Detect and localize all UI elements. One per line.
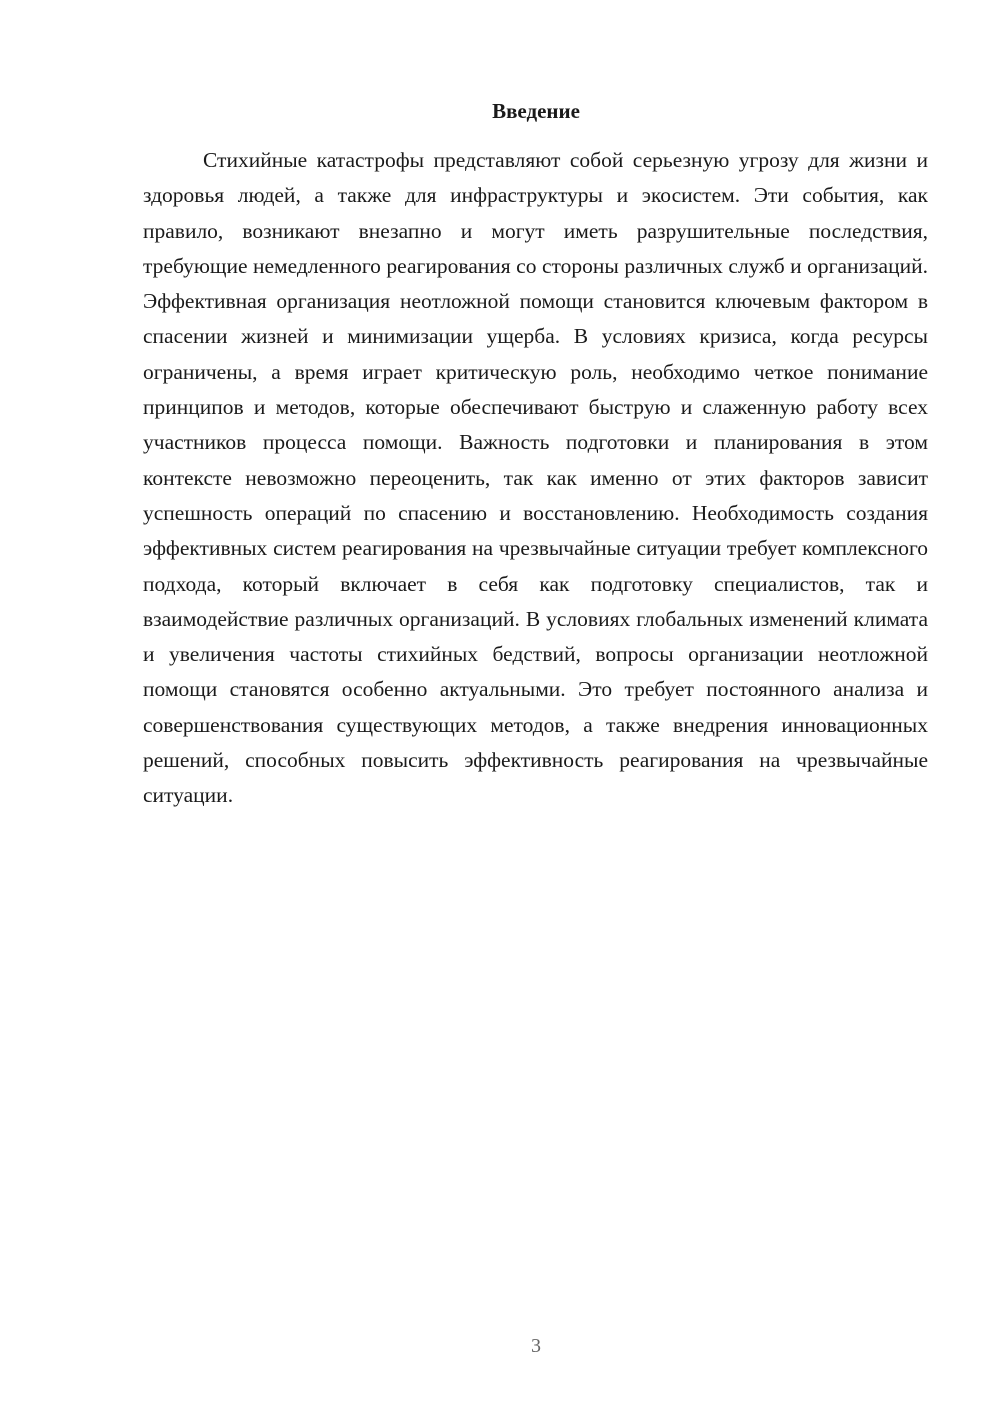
page-number: 3 <box>531 1335 541 1357</box>
body-paragraph: Стихийные катастрофы представляют собой серьезную угрозу для жизни и здоровья людей, а также для инфраструктуры и экосистем. Эти события, как правило, возникают внезапно и могут иметь разрушительные последствия, требующие немедленного реагирования со стороны различных служб и организаций. Эффективная организация неотложной помощи становится ключевым фактором в спасении жизней и минимизации ущерба. В условиях кризиса, когда ресурсы ограничены, а время играет критическую роль, необходимо четкое понимание принципов и методов, которые обеспечивают быструю и слаженную работу всех участников процесса помощи. Важность подготовки и планирования в этом контексте невозможно переоценить, так как именно от этих факторов зависит успешность операций по спасению и восстановлению. Необходимость создания эффективных систем реагирования на чрезвычайные ситуации требует комплексного подхода, который включает в себя как подготовку специалистов, так и взаимодействие различных организаций. В условиях глобальных изменений климата и увеличения частоты стихийных бедствий, вопросы организации неотложной помощи становятся особенно актуальными. Это требует постоянного анализа и совершенствования существующих методов, а также внедрения инновационных решений, способных повысить эффективность реагирования на чрезвычайные ситуации. <box>143 148 928 808</box>
section-title: Введение <box>492 99 580 123</box>
